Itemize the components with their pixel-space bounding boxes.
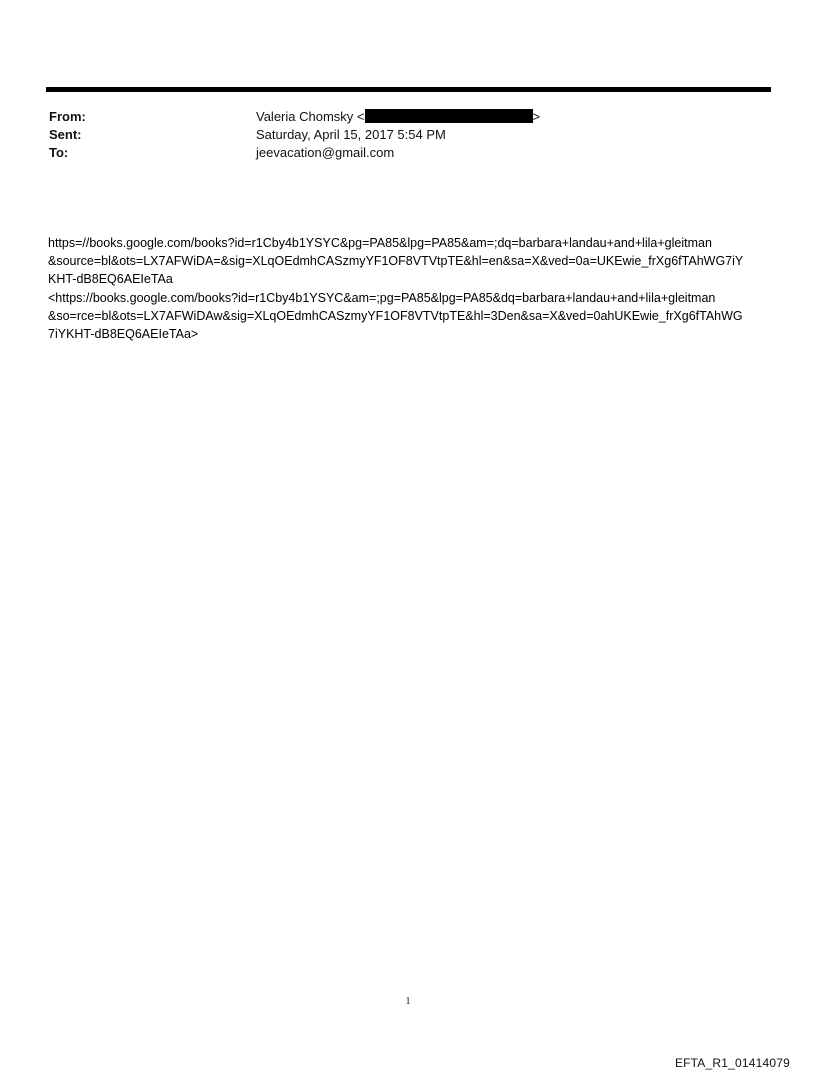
body-line: <https://books.google.com/books?id=r1Cby4b1YSYC&am=;pg=PA85&lpg=PA85&dq=barbara+landau+and+lila+gleitman	[48, 290, 716, 305]
page-number: 1	[405, 996, 411, 1007]
from-name: Valeria Chomsky <	[256, 109, 365, 124]
body-line: KHT-dB8EQ6AEIeTAa	[48, 272, 173, 287]
from-row	[49, 108, 769, 126]
redaction-block	[365, 109, 533, 123]
body-line: https=//books.google.com/books?id=r1Cby4b1YSYC&pg=PA85&lpg=PA85&am=;dq=barbara+landau+and+lila+gleitman	[48, 236, 712, 250]
to-row	[49, 144, 769, 162]
body-line: &source=bl&ots=LX7AFWiDA=&sig=XLqOEdmhCASzmyYF1OF8VTVtpTE&hl=en&sa=X&ved=0a=UKEwie_frXg6fTAhWG7iY	[48, 254, 744, 269]
sent-label: Sent:	[49, 127, 82, 142]
to-value: jeevacation@gmail.com	[256, 145, 395, 160]
from-label: From:	[49, 109, 86, 124]
body-line: &so=rce=bl&ots=LX7AFWiDAw&sig=XLqOEdmhCASzmyYF1OF8VTVtpTE&hl=3Den&sa=X&ved=0ahUKEwie_frXg6fTAhWG	[48, 308, 743, 323]
header-rule	[46, 87, 771, 92]
document-id: EFTA_R1_01414079	[674, 1056, 790, 1070]
sent-value: Saturday, April 15, 2017 5:54 PM	[256, 127, 446, 142]
from-close: >	[532, 109, 541, 124]
sent-row	[49, 126, 769, 144]
from-value	[256, 108, 769, 126]
to-label: To:	[49, 145, 69, 160]
email-body	[48, 234, 778, 343]
email-header	[49, 108, 769, 162]
body-line: 7iYKHT-dB8EQ6AEIeTAa>	[48, 327, 199, 342]
